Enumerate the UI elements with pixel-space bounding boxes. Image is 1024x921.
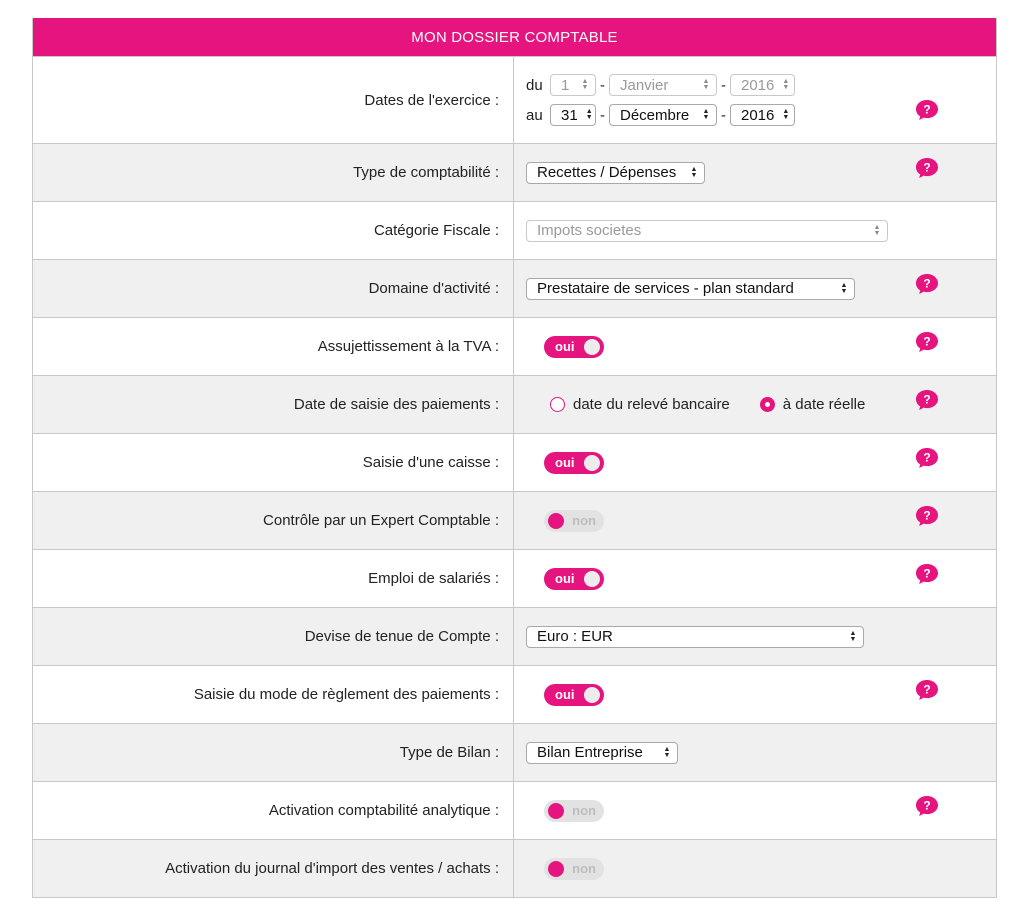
- start-year-select[interactable]: 2016 ▲ ▼: [730, 74, 795, 96]
- svg-text:?: ?: [923, 102, 931, 117]
- row-label: Dates de l'exercice :: [33, 57, 514, 143]
- svg-text:?: ?: [923, 276, 931, 291]
- row-label: Type de comptabilité :: [33, 144, 514, 201]
- type-bilan-select[interactable]: Bilan Entreprise ▲ ▼: [526, 742, 678, 764]
- salaries-toggle[interactable]: oui: [544, 568, 604, 590]
- date-range: [526, 74, 795, 126]
- caisse-toggle[interactable]: oui: [544, 452, 604, 474]
- help-bubble-icon[interactable]: [915, 447, 939, 469]
- updown-arrows-icon: ▲ ▼: [581, 78, 589, 91]
- toggle-knob: [584, 455, 600, 471]
- svg-text:?: ?: [923, 798, 931, 813]
- updown-arrows-icon: ▲ ▼: [702, 108, 710, 121]
- help-bubble-icon[interactable]: [915, 389, 939, 411]
- radio-date-reelle[interactable]: à date réelle: [760, 396, 866, 413]
- updown-arrows-icon: ▲ ▼: [782, 108, 790, 121]
- row-label: Emploi de salariés :: [33, 550, 514, 607]
- domaine-activite-select[interactable]: Prestataire de services - plan standard ▲ ▼: [526, 278, 855, 300]
- updown-arrows-icon: ▲ ▼: [690, 165, 698, 179]
- updown-arrows-icon: ▲ ▼: [585, 108, 593, 121]
- date-saisie-radio-group: [550, 396, 895, 413]
- row-date-saisie-paiements: [33, 375, 996, 433]
- tva-toggle[interactable]: oui: [544, 336, 604, 358]
- row-compta-analytique: [33, 781, 996, 839]
- analytique-toggle[interactable]: non: [544, 800, 604, 822]
- help-bubble-icon[interactable]: [915, 331, 939, 353]
- au-label: au: [526, 106, 543, 124]
- updown-arrows-icon: ▲ ▼: [873, 223, 881, 237]
- toggle-knob: [548, 803, 564, 819]
- row-label: Domaine d'activité :: [33, 260, 514, 317]
- row-label: Activation du journal d'import des ventes / achats :: [33, 840, 514, 897]
- start-day-select[interactable]: 1 ▲ ▼: [550, 74, 596, 96]
- end-day-select[interactable]: 31 ▲ ▼: [550, 104, 596, 126]
- row-controle-expert: [33, 491, 996, 549]
- end-month-select[interactable]: Décembre ▲ ▼: [609, 104, 717, 126]
- row-label: Saisie d'une caisse :: [33, 434, 514, 491]
- radio-button-unselected[interactable]: [550, 397, 565, 412]
- updown-arrows-icon: ▲ ▼: [849, 629, 857, 643]
- row-categorie-fiscale: [33, 201, 996, 259]
- row-tva: [33, 317, 996, 375]
- svg-text:?: ?: [923, 160, 931, 175]
- row-label: Assujettissement à la TVA :: [33, 318, 514, 375]
- row-type-comptabilite: [33, 143, 996, 201]
- updown-arrows-icon: ▲ ▼: [702, 78, 710, 91]
- row-saisie-caisse: [33, 433, 996, 491]
- accounting-settings-panel: [32, 18, 997, 898]
- help-bubble-icon[interactable]: [915, 99, 939, 121]
- devise-select[interactable]: Euro : EUR ▲ ▼: [526, 626, 864, 648]
- start-month-select[interactable]: Janvier ▲ ▼: [609, 74, 717, 96]
- help-bubble-icon[interactable]: [915, 157, 939, 179]
- row-type-bilan: [33, 723, 996, 781]
- svg-text:?: ?: [923, 508, 931, 523]
- updown-arrows-icon: ▲ ▼: [663, 745, 671, 759]
- row-mode-reglement: [33, 665, 996, 723]
- expert-toggle[interactable]: non: [544, 510, 604, 532]
- toggle-knob: [584, 339, 600, 355]
- svg-text:?: ?: [923, 334, 931, 349]
- row-label: Devise de tenue de Compte :: [33, 608, 514, 665]
- row-emploi-salaries: [33, 549, 996, 607]
- end-year-select[interactable]: 2016 ▲ ▼: [730, 104, 795, 126]
- help-bubble-icon[interactable]: [915, 505, 939, 527]
- svg-text:?: ?: [923, 392, 931, 407]
- radio-button-selected[interactable]: [760, 397, 775, 412]
- help-bubble-icon[interactable]: [915, 563, 939, 585]
- toggle-knob: [548, 861, 564, 877]
- du-label: du: [526, 76, 543, 94]
- toggle-knob: [584, 687, 600, 703]
- journal-toggle[interactable]: non: [544, 858, 604, 880]
- type-comptabilite-select[interactable]: Recettes / Dépenses ▲ ▼: [526, 162, 705, 184]
- toggle-knob: [584, 571, 600, 587]
- svg-text:?: ?: [923, 450, 931, 465]
- row-label: Activation comptabilité analytique :: [33, 782, 514, 839]
- updown-arrows-icon: ▲ ▼: [782, 78, 790, 91]
- row-devise: [33, 607, 996, 665]
- help-bubble-icon[interactable]: [915, 679, 939, 701]
- panel-title: MON DOSSIER COMPTABLE: [33, 18, 996, 56]
- reglement-toggle[interactable]: oui: [544, 684, 604, 706]
- date-start-line: du 1 ▲ ▼ - Janvier ▲ ▼ - 2016 ▲ ▼: [526, 74, 795, 96]
- row-dates-exercice: [33, 56, 996, 143]
- updown-arrows-icon: ▲ ▼: [840, 281, 848, 295]
- svg-text:?: ?: [923, 566, 931, 581]
- categorie-fiscale-select[interactable]: Impots societes ▲ ▼: [526, 220, 888, 242]
- svg-text:?: ?: [923, 682, 931, 697]
- row-label: Type de Bilan :: [33, 724, 514, 781]
- row-label: Contrôle par un Expert Comptable :: [33, 492, 514, 549]
- row-label: Date de saisie des paiements :: [33, 376, 514, 433]
- help-bubble-icon[interactable]: [915, 273, 939, 295]
- date-end-line: au 31 ▲ ▼ - Décembre ▲ ▼ - 2016 ▲ ▼: [526, 104, 795, 126]
- row-label: Saisie du mode de règlement des paiements :: [33, 666, 514, 723]
- help-bubble-icon[interactable]: [915, 795, 939, 817]
- row-domaine-activite: [33, 259, 996, 317]
- radio-releve-bancaire[interactable]: date du relevé bancaire: [550, 396, 730, 413]
- row-label: Catégorie Fiscale :: [33, 202, 514, 259]
- row-journal-import: [33, 839, 996, 897]
- toggle-knob: [548, 513, 564, 529]
